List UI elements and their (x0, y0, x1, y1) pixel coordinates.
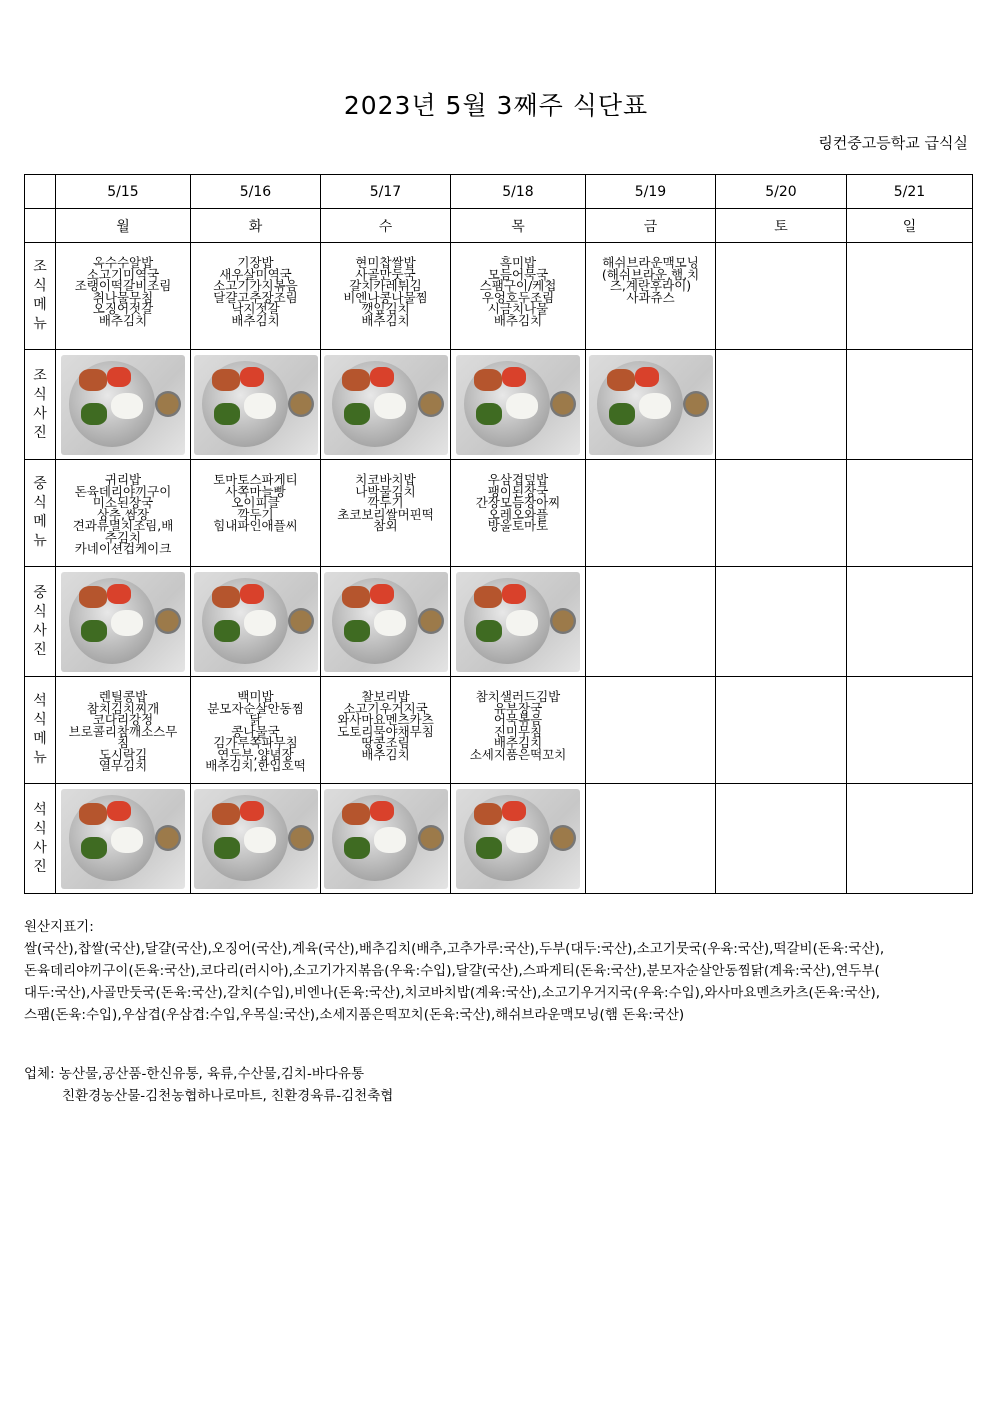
row-label-char: 뉴 (33, 533, 47, 549)
date-cell: 5/18 (451, 175, 586, 209)
photo-cell (451, 567, 586, 677)
menu-cell (56, 243, 191, 350)
food-side3 (370, 801, 394, 821)
food-side1 (212, 586, 240, 608)
menu-items (716, 243, 846, 257)
photo-cell (321, 567, 451, 677)
food-side2 (81, 837, 107, 859)
row-label-char: 메 (33, 731, 47, 747)
food-rice (639, 393, 671, 419)
menu-items (56, 460, 190, 555)
menu-item: 갈치카레튀김 (349, 278, 422, 293)
menu-items (191, 243, 320, 326)
menu-item: 도시락김 (98, 746, 148, 762)
menu-item: 콩나물국 (231, 723, 280, 739)
menu-cell (321, 677, 451, 784)
food-rice (374, 393, 406, 419)
origin-heading: 원산지표기: (24, 919, 94, 935)
menu-cell (847, 243, 973, 350)
photo-cell (847, 350, 973, 460)
food-bowl (155, 608, 181, 634)
menu-item: 귀리밥 (104, 472, 142, 487)
food-side3 (240, 801, 264, 821)
menu-item: 배추김치 (361, 312, 410, 328)
food-side2 (476, 403, 502, 425)
meal-photo (324, 355, 448, 455)
photo-cell (451, 350, 586, 460)
food-rice (506, 610, 538, 636)
food-bowl (155, 825, 181, 851)
menu-item: 즈,계란후라이) (609, 278, 692, 293)
menu-cell (56, 460, 191, 567)
dinner-menu-row (25, 677, 973, 784)
photo-cell (716, 784, 847, 894)
day-cell: 일 (847, 209, 973, 243)
photo-cell (56, 784, 191, 894)
photo-cell (716, 567, 847, 677)
menu-item: 진미무침 (493, 723, 543, 739)
menu-item: 참치샐러드김밥 (475, 689, 561, 704)
date-cell: 5/17 (321, 175, 451, 209)
menu-items (451, 460, 585, 532)
menu-item: 도토리묵야채무침 (337, 723, 434, 739)
food-bowl (418, 608, 444, 634)
food-rice (506, 393, 538, 419)
menu-item: 모듬어묵국 (487, 266, 549, 282)
vendor-notice (24, 1063, 393, 1107)
food-side3 (240, 584, 264, 604)
menu-item: 코다리강정 (92, 712, 154, 727)
menu-item: 소고기미역국 (86, 266, 160, 282)
meal-table (24, 174, 973, 894)
menu-items (56, 677, 190, 772)
food-bowl (288, 391, 314, 417)
menu-item: (해쉬브라운,햄,치 (601, 266, 700, 282)
photo-cell (321, 784, 451, 894)
menu-item: 힘내파인애플씨 (213, 518, 298, 533)
photo-cell (321, 350, 451, 460)
menu-item: 사골만둣국 (355, 266, 416, 282)
day-cell: 목 (451, 209, 586, 243)
food-side2 (81, 403, 107, 425)
meal-photo (456, 355, 580, 455)
menu-item: 비엔나콩나물찜 (343, 289, 428, 305)
menu-items (321, 460, 450, 532)
menu-item: 와사마요멘츠카츠 (337, 712, 434, 727)
food-bowl (418, 391, 444, 417)
menu-item: 상추,쌈장 (96, 506, 150, 522)
menu-cell (586, 460, 716, 567)
food-side3 (370, 584, 394, 604)
food-side2 (476, 620, 502, 642)
date-cell: 5/21 (847, 175, 973, 209)
menu-items (321, 677, 450, 760)
date-cell: 5/15 (56, 175, 191, 209)
photo-cell (847, 784, 973, 894)
menu-item: 기장밥 (237, 255, 274, 270)
food-side3 (502, 584, 526, 604)
food-bowl (288, 608, 314, 634)
menu-item: 돈육데리야끼구이 (74, 483, 172, 499)
menu-item: 오레오와플 (487, 506, 549, 522)
menu-items (321, 243, 450, 326)
day-cell: 화 (191, 209, 321, 243)
lunch-menu-row (25, 460, 973, 567)
food-bowl (683, 391, 709, 417)
day-row (25, 209, 973, 243)
row-label-cell (25, 243, 56, 350)
food-rice (111, 827, 143, 853)
menu-items (847, 460, 972, 474)
menu-item: 사쪽마늘빵 (225, 483, 286, 499)
menu-item: 깻잎김치 (361, 301, 410, 316)
menu-item: 미소된장국 (92, 495, 154, 510)
food-rice (111, 610, 143, 636)
menu-item: 낙지젓갈 (231, 301, 280, 316)
menu-cell (56, 677, 191, 784)
menu-item: 달걀고추장조림 (213, 289, 298, 305)
dinner-photo-row (25, 784, 973, 894)
corner-cell (25, 175, 56, 209)
origin-line: 스팸(돈육:수입),우삼겹(우삼겹:수입,우목실:국산),소세지품은떡꼬치(돈육:국산),해쉬브라운맥모닝(햄 돈육:국산) (24, 1007, 685, 1023)
photo-cell (586, 784, 716, 894)
vendor-line-2: 친환경농산물-김천농협하나로마트, 친환경육류-김천축협 (62, 1088, 394, 1104)
menu-cell (847, 460, 973, 567)
menu-items (191, 460, 320, 532)
food-side2 (476, 837, 502, 859)
menu-item: 토마토스파게티 (213, 472, 298, 487)
row-label-char: 뉴 (33, 316, 47, 332)
row-label-char: 식 (33, 278, 47, 294)
menu-items (847, 677, 972, 691)
menu-cell (321, 460, 451, 567)
photo-cell (847, 567, 973, 677)
row-label-char: 사 (33, 405, 47, 422)
menu-cell (451, 460, 586, 567)
row-label-cell (25, 677, 56, 784)
menu-item: 견과류멸치조림,배 (72, 518, 174, 533)
food-bowl (155, 391, 181, 417)
menu-items (451, 243, 585, 326)
row-label-char: 조 (33, 259, 47, 275)
food-side3 (240, 367, 264, 387)
food-side3 (107, 584, 131, 604)
menu-cell (451, 243, 586, 350)
food-side1 (342, 586, 370, 608)
row-label-char: 중 (33, 476, 47, 492)
photo-cell (716, 350, 847, 460)
food-rice (506, 827, 538, 853)
menu-item: 배추김치 (231, 312, 280, 328)
origin-notice (24, 916, 972, 1026)
vendor-line-1: 업체: 농산물,공산품-한신유통, 육류,수산물,김치-바다유통 (24, 1066, 364, 1082)
date-cell: 5/20 (716, 175, 847, 209)
food-side2 (344, 403, 370, 425)
food-side2 (214, 837, 240, 859)
menu-item: 참외 (373, 518, 398, 533)
food-side2 (344, 620, 370, 642)
meal-photo (194, 789, 318, 889)
day-cell: 월 (56, 209, 191, 243)
day-cell: 토 (716, 209, 847, 243)
row-label-char: 식 (33, 603, 47, 620)
food-side3 (107, 801, 131, 821)
food-bowl (550, 825, 576, 851)
menu-cell (451, 677, 586, 784)
food-bowl (288, 825, 314, 851)
food-side2 (609, 403, 635, 425)
photo-cell (56, 350, 191, 460)
photo-cell (56, 567, 191, 677)
lunch-photo-row (25, 567, 973, 677)
menu-items (586, 243, 715, 303)
menu-item: 조랭이떡갈비조림 (74, 278, 172, 293)
breakfast-photo-row (25, 350, 973, 460)
menu-item: 오징어젓갈 (92, 301, 154, 316)
row-label-char: 식 (33, 712, 47, 728)
menu-item: 분모자순살안동찜 (207, 700, 304, 716)
date-row (25, 175, 973, 209)
menu-item: 나박물김치 (355, 483, 416, 499)
menu-item: 렌틸콩밥 (98, 689, 148, 704)
food-side1 (212, 369, 240, 391)
menu-item: 소세지품은떡꼬치 (469, 746, 567, 762)
food-rice (244, 393, 276, 419)
menu-cell (321, 243, 451, 350)
meal-photo (324, 789, 448, 889)
row-label-char: 뉴 (33, 750, 47, 766)
meal-photo (456, 789, 580, 889)
menu-item: 새우살미역국 (219, 266, 292, 282)
meal-photo (61, 572, 185, 672)
menu-items (191, 677, 320, 772)
food-side2 (81, 620, 107, 642)
menu-items (716, 460, 846, 474)
menu-item: 우엉호두조림 (481, 289, 555, 305)
photo-cell (191, 350, 321, 460)
food-side1 (474, 369, 502, 391)
food-rice (374, 827, 406, 853)
food-bowl (550, 391, 576, 417)
menu-item: 닭 (249, 712, 262, 727)
menu-item: 현미찹쌀밥 (355, 255, 416, 270)
food-bowl (550, 608, 576, 634)
date-cell: 5/16 (191, 175, 321, 209)
menu-items (586, 677, 715, 691)
row-label-cell (25, 784, 56, 894)
menu-item: 카네이션컵케이크 (74, 541, 172, 556)
menu-items (56, 243, 190, 326)
food-side3 (107, 367, 131, 387)
food-side3 (370, 367, 394, 387)
meal-photo (324, 572, 448, 672)
menu-cell (586, 677, 716, 784)
menu-item: 열무김치 (98, 758, 148, 773)
food-side1 (79, 803, 107, 825)
food-side1 (474, 586, 502, 608)
row-label-char: 식 (33, 820, 47, 837)
menu-item: 스팸구이/케첩 (479, 278, 557, 293)
menu-item: 옥수수알밥 (92, 255, 154, 270)
menu-item: 어묵볶음 (493, 712, 543, 727)
meal-photo (589, 355, 713, 455)
menu-item: 배추김치 (98, 312, 148, 328)
row-label-char: 식 (33, 386, 47, 403)
food-side1 (79, 369, 107, 391)
menu-item: 치코바치밥 (355, 472, 416, 487)
menu-item: 소고기가지볶음 (213, 278, 298, 293)
row-label-char: 진 (33, 858, 47, 875)
food-side1 (342, 803, 370, 825)
menu-item: 침 (116, 735, 130, 750)
food-side1 (607, 369, 635, 391)
row-label-char: 식 (33, 495, 47, 511)
day-cell: 금 (586, 209, 716, 243)
row-label-char: 진 (33, 641, 47, 658)
menu-items (586, 460, 715, 474)
menu-item: 해쉬브라운맥모닝 (602, 255, 699, 270)
menu-item: 브로콜리참깨소스무 (68, 723, 178, 739)
origin-line: 돈육데리야끼구이(돈육:국산),코다리(러시아),소고기가지볶음(우육:수입),달걀(국산),스파게티(돈육:국산),분모자순살안동찜닭(계육:국산),연두부( (24, 963, 880, 979)
row-label-char: 석 (33, 801, 47, 818)
menu-item: 연두부,양념장 (217, 746, 294, 762)
menu-item: 깍두기 (237, 506, 274, 522)
menu-item: 방울토마토 (487, 518, 549, 533)
menu-item: 깍두기 (367, 495, 404, 510)
food-side2 (214, 403, 240, 425)
menu-cell (847, 677, 973, 784)
origin-line: 대두:국산),사골만둣국(돈육:국산),갈치(수입),비엔나(돈육:국산),치코바치밥(계육:국산),소고기우거지국(우육:수입),와사마요멘츠카츠(돈육:국산), (24, 985, 881, 1001)
meal-photo (194, 355, 318, 455)
meal-photo (61, 789, 185, 889)
corner-cell (25, 209, 56, 243)
row-label-char: 조 (33, 367, 47, 384)
menu-item: 땅콩조림 (361, 735, 410, 750)
menu-cell (586, 243, 716, 350)
food-rice (374, 610, 406, 636)
menu-item: 소고기우거지국 (343, 700, 428, 716)
meal-photo (456, 572, 580, 672)
menu-item: 참치김치찌개 (86, 700, 160, 716)
date-cell: 5/19 (586, 175, 716, 209)
menu-cell (716, 677, 847, 784)
menu-item: 초코보리쌀머핀떡 (337, 506, 434, 522)
food-side2 (344, 837, 370, 859)
photo-cell (451, 784, 586, 894)
food-side2 (214, 620, 240, 642)
food-side3 (502, 367, 526, 387)
menu-item: 추김치 (104, 529, 142, 545)
menu-item: 찰보리밥 (361, 689, 410, 704)
menu-cell (191, 677, 321, 784)
photo-cell (586, 567, 716, 677)
menu-item: 김가루쪽파무침 (213, 735, 298, 750)
menu-cell (716, 460, 847, 567)
food-rice (111, 393, 143, 419)
food-side1 (474, 803, 502, 825)
menu-item: 간장모듬장아찌 (475, 495, 561, 510)
row-label-char: 석 (33, 693, 47, 709)
menu-item: 우삼겹덮밥 (487, 472, 549, 487)
menu-cell (191, 243, 321, 350)
menu-item: 사과쥬스 (626, 289, 675, 305)
menu-item: 배추김치 (493, 735, 543, 750)
menu-items (451, 677, 585, 760)
meal-photo (194, 572, 318, 672)
menu-item: 흑미밥 (499, 255, 537, 270)
menu-item: 시금치나물 (487, 301, 549, 316)
food-rice (244, 610, 276, 636)
menu-item: 오이피클 (231, 495, 280, 510)
menu-item: 취나물무침 (92, 289, 154, 305)
photo-cell (586, 350, 716, 460)
breakfast-menu-row (25, 243, 973, 350)
food-side1 (212, 803, 240, 825)
origin-line: 쌀(국산),찹쌀(국산),달걀(국산),오징어(국산),계육(국산),배추김치(배추,고추가루:국산),두부(대두:국산),소고기뭇국(우육:국산),떡갈비(돈육:국산), (24, 941, 885, 957)
row-label-cell (25, 460, 56, 567)
menu-item: 팽이된장국 (487, 483, 549, 499)
food-side3 (635, 367, 659, 387)
menu-cell (716, 243, 847, 350)
menu-items (847, 243, 972, 257)
menu-cell (191, 460, 321, 567)
food-side3 (502, 801, 526, 821)
page-title: 2023년 5월 3째주 식단표 (343, 91, 649, 120)
row-label-char: 메 (33, 297, 47, 313)
school-name: 링컨중고등학교 급식실 (818, 134, 968, 152)
food-bowl (418, 825, 444, 851)
day-cell: 수 (321, 209, 451, 243)
menu-item: 배추김치 (361, 746, 410, 762)
food-side1 (342, 369, 370, 391)
row-label-char: 진 (33, 424, 47, 441)
row-label-char: 중 (33, 584, 47, 601)
meal-photo (61, 355, 185, 455)
row-label-cell (25, 567, 56, 677)
food-rice (244, 827, 276, 853)
row-label-char: 사 (33, 622, 47, 639)
food-side1 (79, 586, 107, 608)
menu-item: 배추김치,한입호떡 (205, 758, 306, 773)
menu-item: 배추김치 (493, 312, 543, 328)
menu-items (716, 677, 846, 691)
menu-item: 백미밥 (237, 689, 274, 704)
menu-item: 유부장국 (493, 700, 543, 716)
row-label-cell (25, 350, 56, 460)
photo-cell (191, 567, 321, 677)
row-label-char: 사 (33, 839, 47, 856)
photo-cell (191, 784, 321, 894)
row-label-char: 메 (33, 514, 47, 530)
